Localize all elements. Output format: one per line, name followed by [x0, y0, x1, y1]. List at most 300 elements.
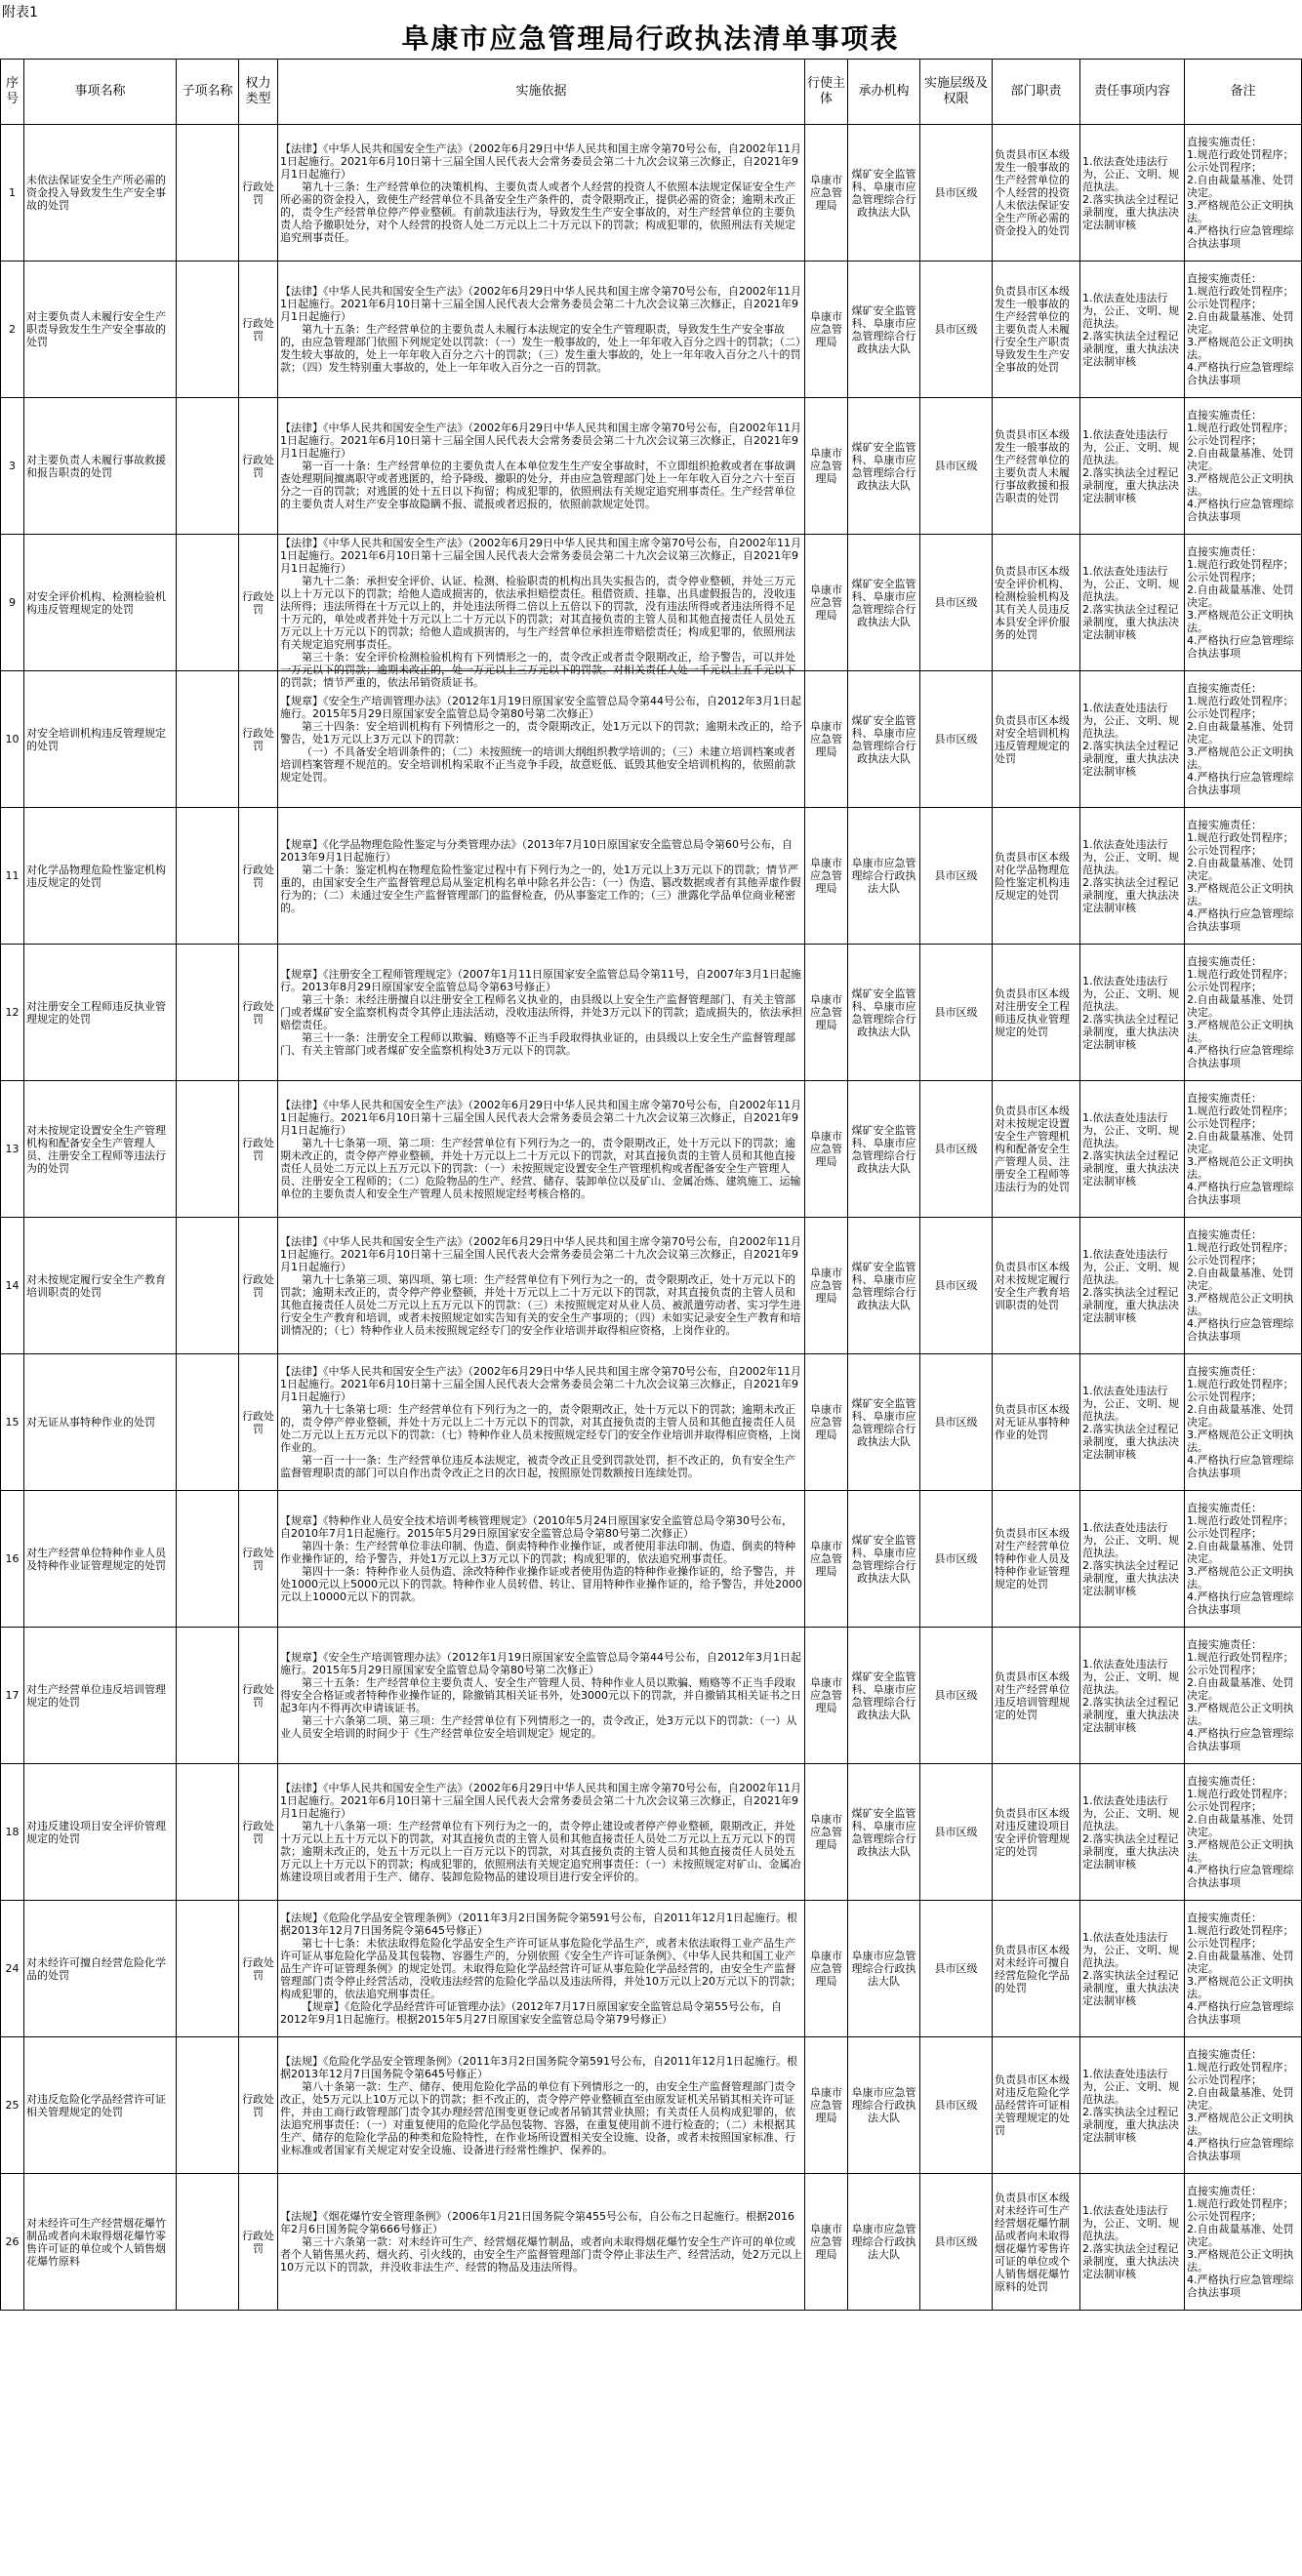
row-no-text: 15: [5, 1416, 20, 1429]
table-row: [1, 1354, 1302, 1491]
basis-paragraph: 【法规】《危险化学品安全管理条例》（2011年3月2日国务院令第591号公布，自2011年12月1日起施行。根据2013年12月7日国务院令第645号修正）: [280, 1912, 797, 1937]
row-org: [848, 2174, 920, 2311]
resp-line: 1.依法查处违法行为，公正、文明、规范执法。: [1082, 701, 1179, 740]
row-duty: [993, 1081, 1080, 1218]
row-subject: [805, 1081, 848, 1218]
row-type: [239, 1218, 278, 1354]
row-subject-text: 阜康市应急管理局: [810, 2086, 842, 2124]
page-title: 阜康市应急管理局行政执法清单事项表: [401, 22, 900, 55]
row-org: [848, 808, 920, 945]
row-type-text: 行政处罚: [242, 1819, 274, 1845]
row-type: [239, 535, 278, 671]
row-basis: [278, 1628, 805, 1764]
row-level-text: 县市区级: [934, 1416, 978, 1429]
row-duty-text: 负责县市区本级对未经许可擅自经营危险化学品的处罚: [995, 1943, 1070, 1994]
row-no-text: 9: [9, 596, 16, 609]
row-level: [920, 671, 993, 808]
row-name-text: 对违反危险化学品经营许可证相关管理规定的处罚: [26, 2092, 166, 2118]
resp-detail-line: 2.自由裁量基准、处罚决定。: [1187, 1403, 1294, 1429]
basis-paragraph: 【规章】《安全生产培训管理办法》（2012年1月19日原国家安全监管总局令第44号公布，自2012年3月1日起施行。2015年5月29日原国家安全监管总局令第80号第二次修正）: [280, 695, 801, 720]
row-resp-detail-text: [1187, 1365, 1299, 1479]
row-org: [848, 945, 920, 1081]
row-level-text: 县市区级: [934, 2099, 978, 2112]
row-resp: [1080, 2174, 1185, 2311]
resp-detail-line: 2.自由裁量基准、处罚决定。: [1187, 447, 1294, 472]
row-org-text: 煤矿安全监管科、阜康市应急管理综合行政执法大队: [851, 1260, 916, 1311]
row-subject-text: 阜康市应急管理局: [810, 857, 842, 895]
row-sub: [177, 262, 239, 398]
row-duty-text: 负责县市区本级对违反建设项目安全评价管理规定的处罚: [995, 1806, 1070, 1858]
row-org-text: 阜康市应急管理综合行政执法大队: [851, 1950, 916, 1988]
row-no-text: 18: [5, 1826, 20, 1838]
row-type: [239, 125, 278, 262]
table-row: [1, 1764, 1302, 1901]
row-no-text: 13: [5, 1143, 20, 1155]
basis-paragraph: 【法律】《中华人民共和国安全生产法》（2002年6月29日中华人民共和国主席令第70号公布，自2002年11月1日起施行。2021年6月10日第十三届全国人民代表大会常务委员会第二十九次会议第三次修正，自2021年9月1日起施行）: [280, 1781, 801, 1820]
row-org-text: 煤矿安全监管科、阜康市应急管理综合行政执法大队: [851, 986, 916, 1038]
header-level: 实施层级及权限: [920, 60, 993, 125]
basis-paragraph: 第七十七条：未依法取得危险化学品安全生产许可证从事危险化学品生产，或者未依法取得工业产品生产许可证从事危险化学品及其包装物、容器生产的，分别依照《安全生产许可证条例》、《中华人民共和国工业产品生产许可证管理条例》的规定处罚。未取得危险化学品经营许可证从事危险化学品经营的，由安全生产监督管理部门责令停止经营活动，没收违法经营的危险化学品以及违法所得，并处10万元以上20万元以下的罚款；构成犯罪的，依法追究刑事责任。: [280, 1937, 801, 2000]
basis-paragraph: 第九十七条第七项：生产经营单位有下列行为之一的，责令限期改正，处十万元以下的罚款；逾期未改正的，责令停产停业整顿，并处十万元以上二十万元以下的罚款，对其直接负责的主管人员和其他直接责任人员处二万元以上五万元以下的罚款：（七）特种作业人员未按照规定经专门的安全作业培训并取得相应资格，上岗作业的。: [280, 1403, 801, 1454]
row-resp-detail-text: [1187, 1912, 1299, 2026]
resp-detail-line: 2.自由裁量基准、处罚决定。: [1187, 174, 1294, 199]
resp-detail-line: 3.严格规范公正文明执法。: [1187, 882, 1294, 907]
resp-detail-line: 1.规范行政处罚程序；公示处罚程序；: [1187, 1241, 1294, 1267]
resp-detail-line: 2.自由裁量基准、处罚决定。: [1187, 993, 1294, 1019]
row-org-text: 煤矿安全监管科、阜康市应急管理综合行政执法大队: [851, 1533, 916, 1585]
header-duty: 部门职责: [993, 60, 1080, 125]
row-resp-text: [1082, 1794, 1182, 1871]
row-org-text: 煤矿安全监管科、阜康市应急管理综合行政执法大队: [851, 1396, 916, 1448]
row-name-text: 对未按规定设置安全生产管理机构和配备安全生产管理人员、注册安全工程师等违法行为的处罚: [26, 1123, 166, 1175]
row-no: [1, 2037, 24, 2174]
basis-paragraph: 第九十二条：承担安全评价、认证、检测、检验职责的机构出具失实报告的，责令停业整顿，并处三万元以上十万元以下的罚款；给他人造成损害的，依法承担赔偿责任。租借资质、挂靠、出具虚假报告的，没收违法所得；违法所得在十万元以上的，并处违法所得二倍以上五倍以下的罚款，没有违法所得或者违法所得不足十万元的，单处或者并处十万元以上二十万元以下的罚款；对其直接负责的主管人员和其他直接责任人员处五万元以上十万元以下的罚款；给他人造成损害的，与生产经营单位承担连带赔偿责任；构成犯罪的，依照刑法有关规定追究刑事责任。: [280, 574, 795, 651]
row-name: [24, 1081, 177, 1218]
resp-detail-line: 3.严格规范公正文明执法。: [1187, 1429, 1294, 1454]
resp-line: 2.落实执法全过程记录制度，重大执法决定法制审核: [1082, 1285, 1179, 1324]
row-duty: [993, 262, 1080, 398]
row-name-text: 对化学品物理危险性鉴定机构违反规定的处罚: [26, 863, 166, 889]
row-no-text: 3: [9, 460, 16, 472]
resp-line: 2.落实执法全过程记录制度，重大执法决定法制审核: [1082, 1148, 1179, 1187]
resp-line: 2.落实执法全过程记录制度，重大执法决定法制审核: [1082, 1831, 1179, 1871]
row-no: [1, 262, 24, 398]
row-no: [1, 1354, 24, 1491]
row-subject-text: 阜康市应急管理局: [810, 993, 842, 1031]
row-basis: [278, 1901, 805, 2037]
row-name-text: 对主要负责人未履行安全生产职责导致发生生产安全事故的处罚: [26, 310, 166, 348]
resp-line: 1.依法查处违法行为，公正、文明、规范执法。: [1082, 974, 1179, 1013]
row-name-text: 对生产经营单位特种作业人员及特种作业证管理规定的处罚: [26, 1546, 166, 1572]
resp-detail-line: 直接实施责任：: [1187, 409, 1262, 422]
row-resp: [1080, 1764, 1185, 1901]
resp-detail-line: 2.自由裁量基准、处罚决定。: [1187, 310, 1294, 336]
row-basis-text: [280, 1912, 802, 2026]
row-name: [24, 671, 177, 808]
row-resp-text: [1082, 292, 1182, 368]
resp-detail-line: 3.严格规范公正文明执法。: [1187, 1292, 1294, 1317]
resp-detail-line: 1.规范行政处罚程序；公示处罚程序；: [1187, 2197, 1294, 2223]
row-org: [848, 1491, 920, 1628]
table-row: [1, 2174, 1302, 2311]
table-row: [1, 125, 1302, 262]
resp-detail-line: 3.严格规范公正文明执法。: [1187, 609, 1294, 634]
row-org-text: 煤矿安全监管科、阜康市应急管理综合行政执法大队: [851, 1670, 916, 1721]
row-resp-text: [1082, 1658, 1182, 1734]
resp-detail-line: 1.规范行政处罚程序；公示处罚程序；: [1187, 558, 1294, 584]
row-subject: [805, 1901, 848, 2037]
row-resp-detail: [1185, 1354, 1302, 1491]
resp-detail-line: 4.严格执行应急管理综合执法事项: [1187, 1590, 1294, 1616]
row-level: [920, 1901, 993, 2037]
row-type-text: 行政处罚: [242, 1272, 274, 1299]
resp-detail-line: 2.自由裁量基准、处罚决定。: [1187, 1676, 1294, 1702]
header-type: 权力类型: [239, 60, 278, 125]
row-type: [239, 1628, 278, 1764]
header-sub: 子项名称: [177, 60, 239, 125]
row-no-text: 11: [5, 869, 20, 882]
basis-paragraph: 第三十一条：注册安全工程师以欺骗、贿赂等不正当手段取得执业证的，由县级以上安全生产监督管理部门、有关主管部门或者煤矿安全监察机构处3万元以下的罚款。: [280, 1031, 795, 1057]
row-duty: [993, 2037, 1080, 2174]
row-duty-text: 负责县市区本级对安全培训机构违反管理规定的处罚: [995, 713, 1070, 765]
row-sub: [177, 535, 239, 671]
resp-detail-line: 4.严格执行应急管理综合执法事项: [1187, 1864, 1294, 1889]
row-resp-text: [1082, 2068, 1182, 2144]
row-resp: [1080, 262, 1185, 398]
row-basis: [278, 398, 805, 535]
row-name-text: 未依法保证安全生产所必需的资金投入导致发生生产安全事故的处罚: [26, 174, 166, 212]
row-level: [920, 2037, 993, 2174]
row-subject: [805, 1218, 848, 1354]
row-type: [239, 808, 278, 945]
row-level: [920, 1218, 993, 1354]
row-subject-text: 阜康市应急管理局: [810, 720, 842, 758]
resp-detail-line: 1.规范行政处罚程序；公示处罚程序；: [1187, 1105, 1294, 1130]
row-level: [920, 1628, 993, 1764]
basis-paragraph: 第三十条：安全评价检测检验机构有下列情形之一的，责令改正或者责令限期改正，给予警告，可以并处一万元以下的罚款；逾期未改正的，处一万元以上三万元以下的罚款。对相关责任人处一千元以上五千元以下的罚款；情节严重的，依法吊销资质证书。: [280, 650, 795, 689]
row-duty-text: 负责县市区本级发生一般事故的生产经营单位的主要负责人未履行事故救援和报告职责的处罚: [995, 427, 1070, 504]
row-level-text: 县市区级: [934, 186, 978, 199]
resp-detail-line: 3.严格规范公正文明执法。: [1187, 1975, 1294, 2000]
row-basis: [278, 671, 805, 808]
row-no: [1, 125, 24, 262]
row-resp-detail-text: [1187, 1775, 1299, 1889]
row-type-text: 行政处罚: [242, 453, 274, 479]
row-subject-text: 阜康市应急管理局: [810, 1130, 842, 1168]
resp-line: 2.落实执法全过程记录制度，重大执法决定法制审核: [1082, 329, 1179, 368]
row-type-text: 行政处罚: [242, 2229, 274, 2255]
resp-detail-line: 2.自由裁量基准、处罚决定。: [1187, 584, 1294, 609]
row-sub: [177, 945, 239, 1081]
row-duty-text: 负责县市区本级对生产经营单位特种作业人员及特种作业证管理规定的处罚: [995, 1527, 1070, 1590]
row-resp-detail: [1185, 535, 1302, 671]
row-resp-text: [1082, 1385, 1182, 1461]
row-resp-detail-text: [1187, 1092, 1299, 1206]
row-basis-text: [280, 968, 802, 1057]
row-basis: [278, 1491, 805, 1628]
row-type-text: 行政处罚: [242, 2092, 274, 2118]
row-level: [920, 1764, 993, 1901]
row-basis-text: [280, 2210, 802, 2274]
row-resp-detail: [1185, 1764, 1302, 1901]
resp-detail-line: 3.严格规范公正文明执法。: [1187, 2248, 1294, 2274]
basis-paragraph: 【法律】《中华人民共和国安全生产法》（2002年6月29日中华人民共和国主席令第70号公布，自2002年11月1日起施行。2021年6月10日第十三届全国人民代表大会常务委员会第二十九次会议第三次修正，自2021年9月1日起施行）: [280, 1234, 801, 1273]
resp-detail-line: 1.规范行政处罚程序；公示处罚程序；: [1187, 285, 1294, 310]
row-name: [24, 1628, 177, 1764]
basis-paragraph: 【规章】《注册安全工程师管理规定》（2007年1月11日原国家安全监管总局令第11号，自2007年3月1日起施行。2013年8月29日原国家安全监管总局令第63号修正）: [280, 968, 801, 993]
row-no: [1, 398, 24, 535]
row-no: [1, 671, 24, 808]
row-subject: [805, 1491, 848, 1628]
resp-detail-line: 2.自由裁量基准、处罚决定。: [1187, 1950, 1294, 1975]
resp-detail-line: 1.规范行政处罚程序；公示处罚程序；: [1187, 148, 1294, 174]
basis-paragraph: 【规章】《化学品物理危险性鉴定与分类管理办法》（2013年7月10日原国家安全监管总局令第60号公布，自2013年9月1日起施行）: [280, 837, 793, 864]
header-resp: 责任事项内容: [1080, 60, 1185, 125]
row-duty: [993, 1764, 1080, 1901]
row-resp-detail: [1185, 808, 1302, 945]
header-org: 承办机构: [848, 60, 920, 125]
resp-detail-line: 4.严格执行应急管理综合执法事项: [1187, 224, 1294, 250]
resp-line: 2.落实执法全过程记录制度，重大执法决定法制审核: [1082, 192, 1179, 231]
resp-detail-line: 4.严格执行应急管理综合执法事项: [1187, 634, 1294, 660]
row-sub: [177, 808, 239, 945]
resp-line: 2.落实执法全过程记录制度，重大执法决定法制审核: [1082, 1968, 1179, 2007]
row-subject-text: 阜康市应急管理局: [810, 1403, 842, 1441]
resp-detail-line: 1.规范行政处罚程序；公示处罚程序；: [1187, 831, 1294, 857]
row-org-text: 阜康市应急管理综合行政执法大队: [851, 857, 916, 895]
row-org-text: 煤矿安全监管科、阜康市应急管理综合行政执法大队: [851, 303, 916, 355]
row-resp-detail: [1185, 1218, 1302, 1354]
row-level-text: 县市区级: [934, 1279, 978, 1292]
basis-paragraph: 第三十六条第一款：对未经许可生产、经营烟花爆竹制品，或者向未取得烟花爆竹安全生产许可的单位或者个人销售黑火药、烟火药、引火线的，由安全生产监督管理部门责令停止非法生产、经营活动，处2万元以上10万元以下的罚款，并没收非法生产、经营的物品及违法所得。: [280, 2235, 802, 2274]
row-level: [920, 262, 993, 398]
row-org: [848, 2037, 920, 2174]
row-level: [920, 2174, 993, 2311]
row-resp: [1080, 945, 1185, 1081]
resp-line: 1.依法查处违法行为，公正、文明、规范执法。: [1082, 1384, 1179, 1423]
resp-line: 1.依法查处违法行为，公正、文明、规范执法。: [1082, 427, 1179, 466]
row-no: [1, 808, 24, 945]
resp-line: 1.依法查处违法行为，公正、文明、规范执法。: [1082, 2067, 1179, 2106]
row-type-text: 行政处罚: [242, 180, 274, 206]
basis-paragraph: 【法律】《中华人民共和国安全生产法》（2002年6月29日中华人民共和国主席令第70号公布，自2002年11月1日起施行。2021年6月10日第十三届全国人民代表大会常务委员会第二十九次会议第三次修正，自2021年9月1日起施行）: [280, 1365, 801, 1403]
row-duty: [993, 1491, 1080, 1628]
resp-detail-line: 3.严格规范公正文明执法。: [1187, 1565, 1294, 1590]
basis-paragraph: 第九十七条第三项、第四项、第七项：生产经营单位有下列行为之一的，责令限期改正，处十万元以下的罚款；逾期未改正的，责令停产停业整顿，并处十万元以上二十万元以下的罚款，对其直接负责的主管人员和其他直接责任人员处二万元以上五万元以下的罚款：（三）未按照规定对从业人员、被派遣劳动者、实习学生进行安全生产教育和培训，或者未按照规定如实告知有关的安全生产事项的；（四）未如实记录安全生产教育和培训情况的；（七）特种作业人员未按照规定经专门的安全作业培训并取得相应资格，上岗作业的。: [280, 1272, 801, 1337]
row-type-text: 行政处罚: [242, 1546, 274, 1572]
resp-line: 1.依法查处违法行为，公正、文明、规范执法。: [1082, 1247, 1179, 1286]
row-subject: [805, 945, 848, 1081]
row-name-text: 对无证从事特种作业的处罚: [26, 1416, 155, 1429]
resp-detail-line: 3.严格规范公正文明执法。: [1187, 472, 1294, 498]
row-resp-detail-text: [1187, 1228, 1299, 1343]
row-name: [24, 398, 177, 535]
row-type: [239, 1491, 278, 1628]
row-subject: [805, 808, 848, 945]
row-resp-detail-text: [1187, 682, 1299, 796]
row-name: [24, 262, 177, 398]
basis-paragraph: 第三十四条：安全培训机构有下列情形之一的，责令限期改正，处1万元以下的罚款；逾期未改正的，给予警告，处1万元以上3万元以下的罚款：: [280, 720, 802, 745]
row-resp-detail: [1185, 671, 1302, 808]
row-no-text: 25: [5, 2099, 20, 2112]
table-row: [1, 535, 1302, 671]
resp-detail-line: 4.严格执行应急管理综合执法事项: [1187, 498, 1294, 523]
resp-detail-line: 1.规范行政处罚程序；公示处罚程序；: [1187, 968, 1294, 993]
row-name: [24, 1491, 177, 1628]
resp-detail-line: 4.严格执行应急管理综合执法事项: [1187, 1044, 1294, 1069]
row-sub: [177, 1354, 239, 1491]
row-resp-detail-text: [1187, 2048, 1299, 2162]
row-type-text: 行政处罚: [242, 1409, 274, 1435]
row-org: [848, 262, 920, 398]
table-row: [1, 1628, 1302, 1764]
resp-detail-line: 2.自由裁量基准、处罚决定。: [1187, 857, 1294, 882]
row-name: [24, 1901, 177, 2037]
row-no: [1, 2174, 24, 2311]
row-basis-text: [280, 695, 802, 784]
row-subject: [805, 262, 848, 398]
resp-detail-line: 4.严格执行应急管理综合执法事项: [1187, 361, 1294, 386]
row-no-text: 2: [9, 323, 16, 336]
row-basis-text: [280, 1782, 802, 1883]
row-resp-detail-text: [1187, 2185, 1299, 2299]
resp-line: 2.落实执法全过程记录制度，重大执法决定法制审核: [1082, 1695, 1179, 1734]
row-resp: [1080, 2037, 1185, 2174]
resp-detail-line: 直接实施责任：: [1187, 682, 1262, 695]
resp-detail-line: 4.严格执行应急管理综合执法事项: [1187, 2137, 1294, 2162]
row-org: [848, 1354, 920, 1491]
header-name: 事项名称: [24, 60, 177, 125]
row-duty: [993, 398, 1080, 535]
resp-line: 2.落实执法全过程记录制度，重大执法决定法制审核: [1082, 2105, 1179, 2144]
row-subject-text: 阜康市应急管理局: [810, 2223, 842, 2261]
row-name-text: 对安全培训机构违反管理规定的处罚: [26, 726, 166, 752]
basis-paragraph: 第三十条：未经注册擅自以注册安全工程师名义执业的，由县级以上安全生产监督管理部门、有关主管部门或者煤矿安全监察机构责令其停止违法活动，没收违法所得，并处3万元以下的罚款；造成损失的，依法承担赔偿责任。: [280, 993, 802, 1031]
row-no: [1, 1764, 24, 1901]
row-sub: [177, 1491, 239, 1628]
row-resp: [1080, 671, 1185, 808]
header-subject: 行使主体: [805, 60, 848, 125]
row-subject-text: 阜康市应急管理局: [810, 584, 842, 622]
resp-line: 2.落实执法全过程记录制度，重大执法决定法制审核: [1082, 1422, 1179, 1461]
row-subject-text: 阜康市应急管理局: [810, 1950, 842, 1988]
resp-detail-line: 直接实施责任：: [1187, 1775, 1262, 1788]
resp-detail-line: 1.规范行政处罚程序；公示处罚程序；: [1187, 1924, 1294, 1950]
basis-paragraph: （一）不具备安全培训条件的；（二）未按照统一的培训大纲组织教学培训的；（三）未建立培训档案或者培训档案管理不规范的。安全培训机构采取不正当竞争手段，故意贬低、诋毁其他安全培训机构的，依照前款规定处罚。: [280, 745, 795, 784]
row-org-text: 煤矿安全监管科、阜康市应急管理综合行政执法大队: [851, 167, 916, 219]
row-sub: [177, 2037, 239, 2174]
row-level: [920, 125, 993, 262]
table-row: [1, 945, 1302, 1081]
row-org: [848, 125, 920, 262]
row-resp-detail: [1185, 125, 1302, 262]
basis-paragraph: 【法规】《危险化学品安全管理条例》（2011年3月2日国务院令第591号公布，自2011年12月1日起施行。根据2013年12月7日国务院令第645号修正）: [280, 2054, 797, 2080]
row-resp-detail: [1185, 262, 1302, 398]
table-row: [1, 1218, 1302, 1354]
resp-line: 1.依法查处违法行为，公正、文明、规范执法。: [1082, 291, 1179, 330]
row-resp-text: [1082, 838, 1182, 914]
resp-detail-line: 2.自由裁量基准、处罚决定。: [1187, 720, 1294, 745]
basis-paragraph: 第一百一十一条：生产经营单位违反本法规定，被责令改正且受到罚款处罚，拒不改正的，负有安全生产监督管理职责的部门可以自作出责令改正之日的次日起，按照原处罚数额按日连续处罚。: [280, 1454, 795, 1479]
row-basis: [278, 125, 805, 262]
row-sub: [177, 671, 239, 808]
resp-line: 1.依法查处违法行为，公正、文明、规范执法。: [1082, 1793, 1179, 1832]
row-sub: [177, 1628, 239, 1764]
row-sub: [177, 1764, 239, 1901]
row-level-text: 县市区级: [934, 733, 978, 745]
table-row: [1, 1901, 1302, 2037]
row-basis: [278, 535, 805, 689]
row-basis: [278, 2174, 805, 2311]
resp-line: 1.依法查处违法行为，公正、文明、规范执法。: [1082, 1520, 1179, 1559]
table-row: [1, 1491, 1302, 1628]
resp-line: 1.依法查处违法行为，公正、文明、规范执法。: [1082, 564, 1179, 603]
row-duty: [993, 1628, 1080, 1764]
row-name: [24, 535, 177, 671]
row-duty-text: 负责县市区本级对违反危险化学品经营许可证相关管理规定的处罚: [995, 2073, 1070, 2137]
row-no: [1, 1218, 24, 1354]
row-duty-text: 负责县市区本级发生一般事故的生产经营单位的主要负责人未履行安全生产职责导致发生生产安全事故的处罚: [995, 285, 1070, 374]
row-resp-detail-text: [1187, 819, 1299, 933]
row-resp-detail-text: [1187, 136, 1299, 250]
resp-detail-line: 2.自由裁量基准、处罚决定。: [1187, 1813, 1294, 1838]
row-resp-detail: [1185, 1901, 1302, 2037]
basis-paragraph: 第四十条：生产经营单位非法印制、伪造、倒卖特种作业操作证，或者使用非法印制、伪造、倒卖的特种作业操作证的，给予警告，并处1万元以上3万元以下的罚款；构成犯罪的，依法追究刑事责任。: [280, 1540, 795, 1565]
row-duty: [993, 808, 1080, 945]
row-resp: [1080, 535, 1185, 671]
row-name-text: 对主要负责人未履行事故救援和报告职责的处罚: [26, 453, 166, 479]
row-no-text: 17: [5, 1689, 20, 1702]
resp-line: 1.依法查处违法行为，公正、文明、规范执法。: [1082, 1110, 1179, 1149]
row-no: [1, 535, 24, 671]
row-basis-text: [280, 142, 802, 244]
row-no-text: 16: [5, 1552, 20, 1565]
row-name: [24, 1218, 177, 1354]
row-basis: [278, 1354, 805, 1491]
row-no-text: 12: [5, 1006, 20, 1019]
basis-paragraph: 【法律】《中华人民共和国安全生产法》（2002年6月29日中华人民共和国主席令第70号公布，自2002年11月1日起施行。2021年6月10日第十三届全国人民代表大会常务委员会第二十九次会议第三次修正，自2021年9月1日起施行）: [280, 536, 801, 575]
row-level-text: 县市区级: [934, 1006, 978, 1019]
resp-line: 2.落实执法全过程记录制度，重大执法决定法制审核: [1082, 1558, 1179, 1597]
row-basis: [278, 2037, 805, 2174]
row-resp: [1080, 1901, 1185, 2037]
row-org-text: 煤矿安全监管科、阜康市应急管理综合行政执法大队: [851, 1123, 916, 1175]
row-duty: [993, 1901, 1080, 2037]
row-subject-text: 阜康市应急管理局: [810, 310, 842, 348]
row-level: [920, 398, 993, 535]
row-sub: [177, 1081, 239, 1218]
row-basis-text: [280, 838, 802, 914]
row-org-text: 阜康市应急管理综合行政执法大队: [851, 2086, 916, 2124]
row-name: [24, 945, 177, 1081]
resp-detail-line: 3.严格规范公正文明执法。: [1187, 1155, 1294, 1181]
resp-detail-line: 3.严格规范公正文明执法。: [1187, 1838, 1294, 1864]
row-subject-text: 阜康市应急管理局: [810, 1267, 842, 1305]
row-subject: [805, 2174, 848, 2311]
row-level: [920, 945, 993, 1081]
row-name: [24, 2037, 177, 2174]
row-no: [1, 1628, 24, 1764]
row-resp-detail: [1185, 1628, 1302, 1764]
row-subject: [805, 2037, 848, 2174]
row-name-text: 对安全评价机构、检测检验机构违反管理规定的处罚: [26, 589, 166, 616]
resp-detail-line: 4.严格执行应急管理综合执法事项: [1187, 2000, 1294, 2026]
row-basis: [278, 808, 805, 945]
row-basis-text: [280, 1365, 802, 1479]
row-org: [848, 1901, 920, 2037]
row-subject: [805, 535, 848, 671]
row-name: [24, 2174, 177, 2311]
